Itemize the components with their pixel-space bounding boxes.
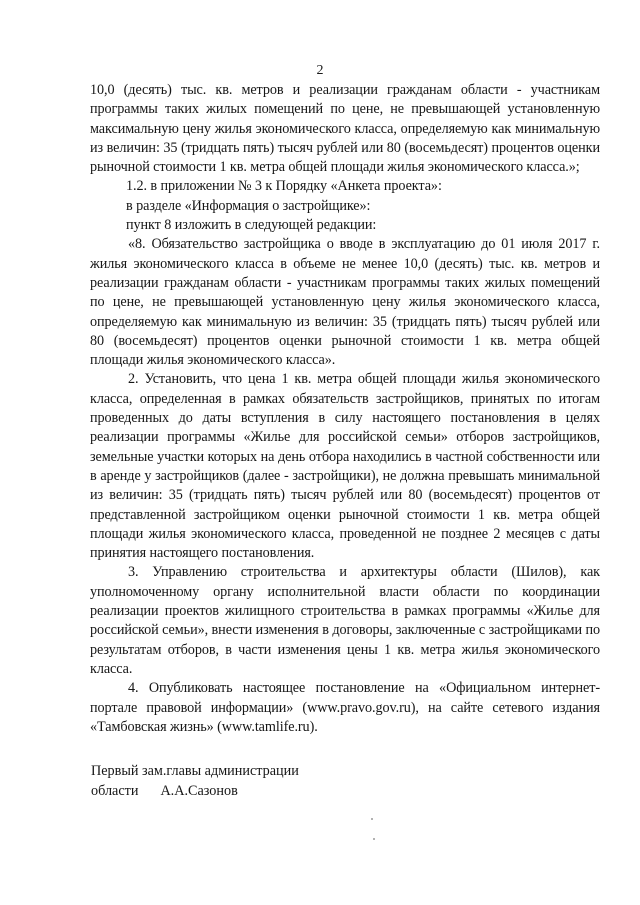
- paragraph-point-8-text: «8. Обязательство застройщика о вводе в эксплуатацию до 01 июля 2017 г. жилья экономического класса в объеме не менее 10,0 (десять) тыс. кв. метров и реализации гражданам области - участникам программы таких жилых помещений по цене, не превышающей установленную цену жилья экономического класса, определяемую как минимальную из величин: 35 (тридцать пять) тысяч рублей или 80 (восемьдесят) процентов оценки рыночной стоимости 1 кв. метра общей площади жилья экономического класса».: [90, 236, 600, 369]
- signature-name: А.А.Сазонов: [160, 783, 238, 799]
- paragraph-item-3: 3. Управлению строительства и архитектуры области (Шилов), как уполномоченному органу исполнительной власти области по координации реализации проектов жилищного строительства в рамках программы «Жилье для российской семьи», внести изменения в договоры, заключенные с застройщиками по результатам отборов, в части изменения цены 1 кв. метра жилья экономического класса.: [90, 564, 600, 677]
- signature-line: [91, 781, 299, 801]
- scan-speck: [373, 838, 375, 840]
- paragraph-item-2: 2. Установить, что цена 1 кв. метра общей площади жилья экономического класса, определенная в рамках обязательств застройщиков, принятых по итогам проведенных до даты вступления в силу настоящего постановления в целях реализации программы «Жилье для российской семьи» отборов застройщиков, земельные участки которых на день отбора находились в частной собственности или в аренде у застройщиков (далее - застройщики), не должна превышать минимальной из величин: 35 (тридцать пять) тысяч рублей или 80 (восемьдесят) процентов от представленной застройщиком оценки рыночной стоимости 1 кв. метра общей площади жилья экономического класса, проведенной не позднее 2 месяцев с даты принятия настоящего постановления.: [90, 371, 600, 562]
- paragraph-continuation: 10,0 (десять) тыс. кв. метров и реализации гражданам области - участникам программы таких жилых помещений по цене, не превышающей установленную максимальную цену жилья экономического класса, определяемую как минимальную из величин: 35 (тридцать пять) тысяч рублей или 80 (восемьдесят) процентов оценки рыночной стоимости 1 кв. метра общей площади жилья экономического класса.»;: [90, 82, 600, 176]
- document-body: [90, 81, 600, 737]
- paragraph-section-ref: в разделе «Информация о застройщике»:: [126, 197, 371, 214]
- signature-region: области: [91, 783, 139, 799]
- page-number: 2: [316, 63, 324, 78]
- paragraph-item-4: 4. Опубликовать настоящее постановление на «Официальном интернет-портале правовой информации» (www.pravo.gov.ru), на сайте сетевого издания «Тамбовская жизнь» (www.tamlife.ru).: [90, 680, 600, 735]
- signature-position: Первый зам.главы администрации: [91, 763, 299, 779]
- paragraph-point-8-intro: пункт 8 изложить в следующей редакции:: [126, 217, 377, 234]
- paragraph-item-1-2: 1.2. в приложении № 3 к Порядку «Анкета проекта»:: [126, 178, 442, 195]
- scan-speck: [371, 818, 373, 820]
- signature-block: [91, 761, 299, 801]
